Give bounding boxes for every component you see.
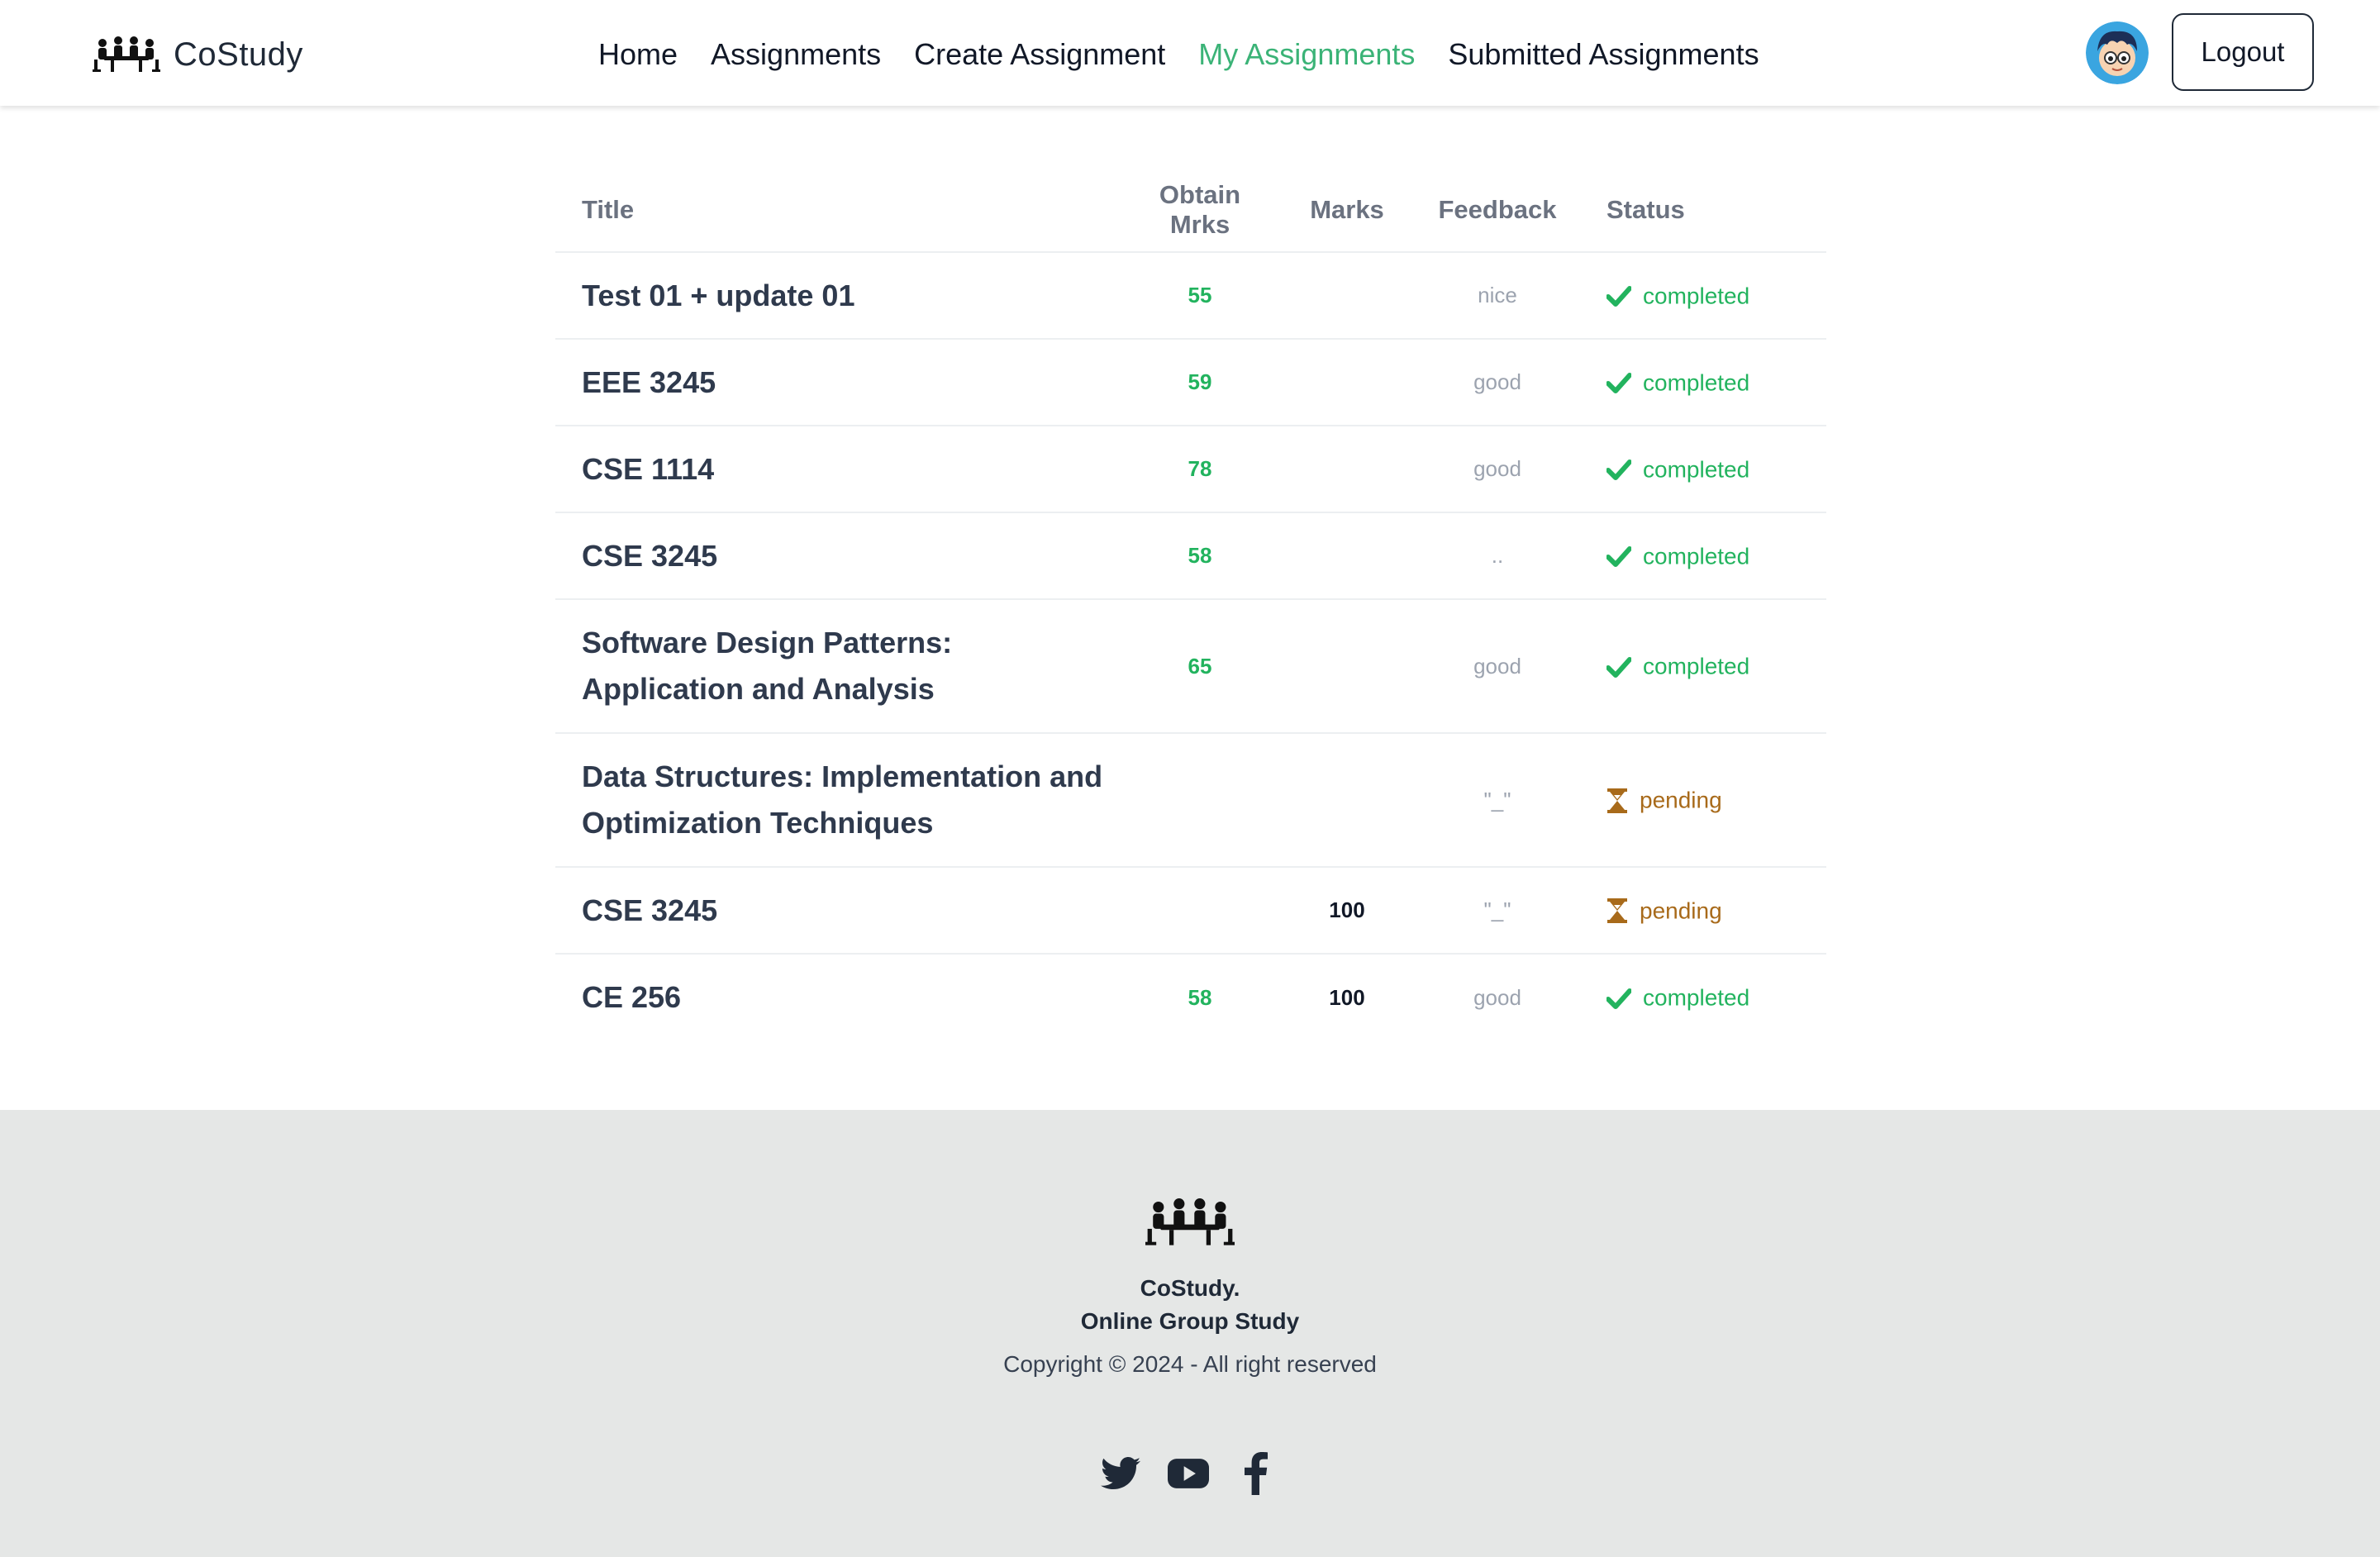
- status-label: completed: [1643, 283, 1750, 309]
- brand-name: CoStudy: [174, 36, 303, 73]
- check-icon: [1606, 459, 1631, 480]
- my-assignments-table: [555, 169, 1826, 1040]
- nav-submitted-assignments[interactable]: Submitted Assignments: [1448, 37, 1759, 71]
- row-status: [1583, 599, 1826, 733]
- row-status: [1583, 252, 1826, 339]
- row-title: Test 01 + update 01: [555, 252, 1117, 339]
- footer: [0, 1110, 2380, 1557]
- row-title: EEE 3245: [555, 339, 1117, 426]
- row-marks: [1283, 599, 1411, 733]
- row-marks: [1283, 512, 1411, 599]
- row-feedback: good: [1411, 426, 1583, 512]
- row-status: [1583, 426, 1826, 512]
- twitter-icon: [1101, 1457, 1140, 1490]
- status-label: pending: [1640, 787, 1722, 813]
- study-group-logo-icon: [93, 35, 160, 74]
- row-marks: [1283, 426, 1411, 512]
- check-icon: [1606, 372, 1631, 393]
- row-obtain-marks: 65: [1117, 599, 1283, 733]
- row-feedback: good: [1411, 339, 1583, 426]
- header-feedback: Feedback: [1411, 169, 1583, 252]
- row-title: CE 256: [582, 980, 682, 1014]
- user-avatar-icon: [2086, 21, 2149, 84]
- table-row: [555, 512, 1826, 599]
- brand[interactable]: [93, 30, 303, 79]
- row-status: [1583, 867, 1826, 954]
- table-row: [555, 339, 1826, 426]
- status-label: pending: [1640, 898, 1722, 924]
- header-status: Status: [1583, 169, 1826, 252]
- table-row: [555, 733, 1826, 867]
- row-obtain-marks: 55: [1117, 252, 1283, 339]
- table-row: [555, 252, 1826, 339]
- main-nav: [598, 30, 1759, 79]
- row-title: Software Design Patterns: Application and Analysis: [555, 599, 1117, 733]
- status-label: completed: [1643, 456, 1750, 483]
- avatar[interactable]: [2086, 21, 2149, 84]
- header-marks: Marks: [1283, 169, 1411, 252]
- table-row: [555, 954, 1826, 1040]
- footer-copyright: Copyright © 2024 - All right reserved: [1003, 1351, 1377, 1377]
- row-feedback: good: [1473, 984, 1521, 1010]
- footer-brand: [0, 1272, 2380, 1338]
- row-feedback: ..: [1411, 512, 1583, 599]
- row-marks: 100: [1283, 867, 1411, 954]
- row-obtain-marks: 59: [1117, 339, 1283, 426]
- row-marks: 100: [1329, 984, 1365, 1010]
- row-title: CSE 1114: [555, 426, 1117, 512]
- row-obtain-marks: [1117, 867, 1283, 954]
- nav-home[interactable]: Home: [598, 37, 678, 71]
- social-links: [1099, 1447, 1278, 1500]
- row-title: Data Structures: Implementation and Optimization Techniques: [555, 733, 1117, 867]
- row-title: CSE 3245: [555, 512, 1117, 599]
- facebook-icon: [1245, 1452, 1268, 1495]
- row-status: [1583, 954, 1826, 1040]
- check-icon: [1606, 988, 1631, 1009]
- row-status: [1583, 512, 1826, 599]
- header-obtain-marks: Obtain Mrks: [1117, 169, 1283, 252]
- status-label: completed: [1643, 369, 1750, 396]
- logout-button[interactable]: Logout: [2172, 13, 2314, 91]
- youtube-link[interactable]: [1167, 1452, 1210, 1495]
- row-obtain-marks: 58: [1117, 512, 1283, 599]
- table-header-row: [555, 169, 1826, 252]
- table-row: [555, 599, 1826, 733]
- row-obtain-marks: [1117, 733, 1283, 867]
- navbar: [0, 0, 2380, 106]
- row-status: [1583, 733, 1826, 867]
- row-feedback: good: [1411, 599, 1583, 733]
- check-icon: [1606, 285, 1631, 307]
- nav-my-assignments[interactable]: My Assignments: [1198, 37, 1416, 71]
- hourglass-icon: [1606, 788, 1628, 814]
- row-title: CSE 3245: [555, 867, 1117, 954]
- status-label: completed: [1643, 543, 1750, 569]
- my-assignments-table-container: [555, 169, 1826, 1040]
- row-obtain-marks: 78: [1117, 426, 1283, 512]
- check-icon: [1606, 545, 1631, 567]
- table-row: [555, 867, 1826, 954]
- row-obtain-marks: 58: [1188, 984, 1212, 1010]
- row-status: [1583, 339, 1826, 426]
- status-label: completed: [1643, 653, 1750, 679]
- check-icon: [1606, 656, 1631, 678]
- nav-create-assignment[interactable]: Create Assignment: [914, 37, 1166, 71]
- study-group-logo-icon: [1145, 1196, 1235, 1249]
- footer-brand-name: CoStudy.: [1140, 1275, 1240, 1301]
- row-marks: [1283, 252, 1411, 339]
- facebook-link[interactable]: [1235, 1452, 1278, 1495]
- table-row: [555, 426, 1826, 512]
- youtube-icon: [1168, 1459, 1209, 1488]
- row-marks: [1283, 733, 1411, 867]
- row-feedback: "_": [1411, 867, 1583, 954]
- hourglass-icon: [1606, 898, 1628, 924]
- status-label: completed: [1643, 984, 1750, 1011]
- nav-assignments[interactable]: Assignments: [711, 37, 882, 71]
- row-feedback: nice: [1411, 252, 1583, 339]
- footer-tagline: Online Group Study: [1080, 1308, 1300, 1334]
- header-title: Title: [555, 169, 1117, 252]
- twitter-link[interactable]: [1099, 1452, 1142, 1495]
- row-feedback: "_": [1411, 733, 1583, 867]
- row-marks: [1283, 339, 1411, 426]
